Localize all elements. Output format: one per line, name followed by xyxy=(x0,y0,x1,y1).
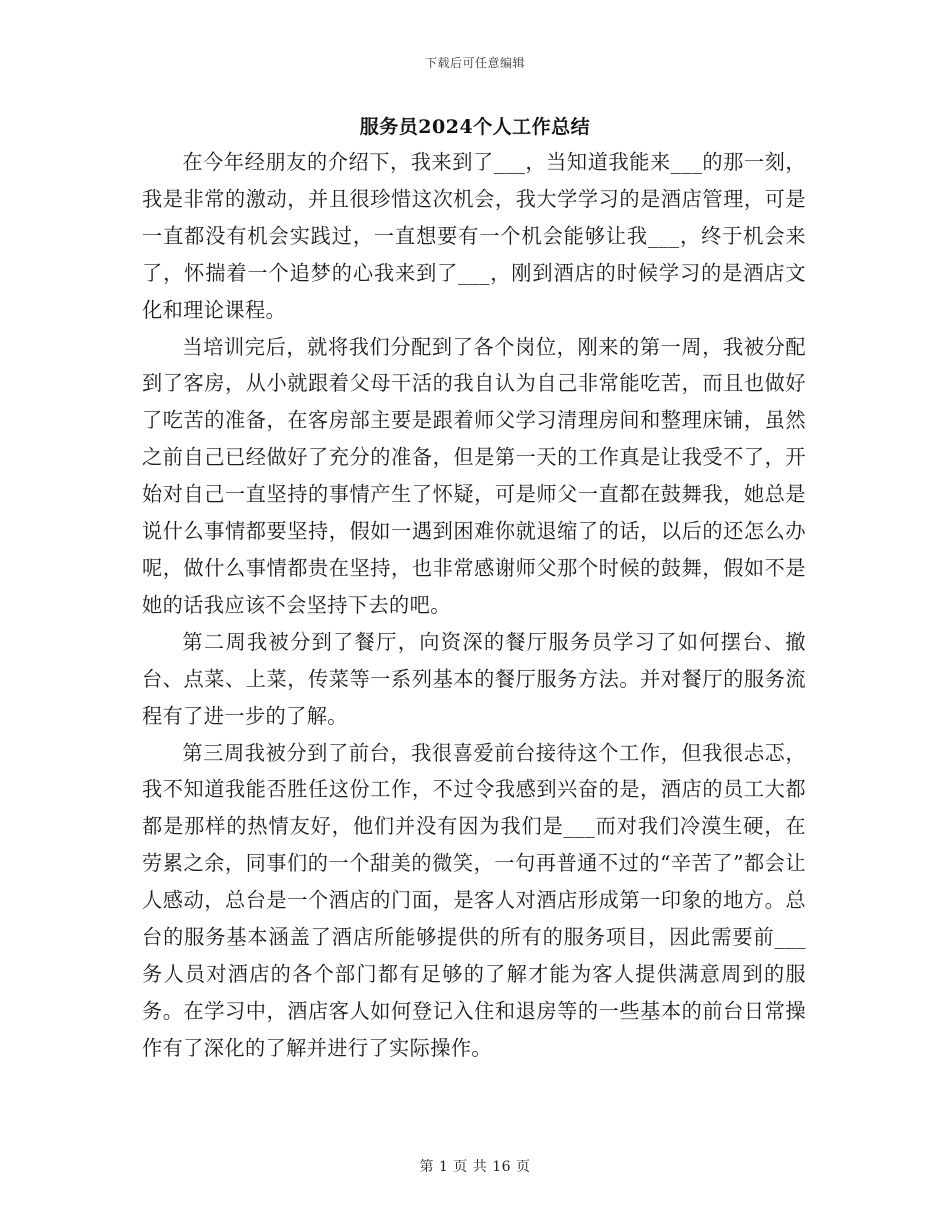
paragraph-4: 第三周我被分到了前台，我很喜爱前台接待这个工作，但我很忐忑，我不知道我能否胜任这份工作，不过令我感到兴奋的是，酒店的员工大都都是那样的热情友好，他们并没有因为我们是___而对我们冷漠生硬，在劳累之余，同事们的一个甜美的微笑，一句再普通不过的“辛苦了”都会让人感动，总台是一个酒店的门面，是客人对酒店形成第一印象的地方。总台的服务基本涵盖了酒店所能够提供的所有的服务项目，因此需要前___务人员对酒店的各个部门都有足够的了解才能为客人提供满意周到的服务。在学习中，酒店客人如何登记入住和退房等的一些基本的前台日常操作有了深化的了解并进行了实际操作。 xyxy=(142,740,806,1060)
header-note: 下载后可任意编辑 xyxy=(424,56,525,70)
paragraph-2: 当培训完后，就将我们分配到了各个岗位，刚来的第一周，我被分配到了客房，从小就跟着父母干活的我自认为自己非常能吃苦，而且也做好了吃苦的准备，在客房部主要是跟着师父学习清理房间和整理床铺，虽然之前自己已经做好了充分的准备，但是第一天的工作真是让我受不了，开始对自己一直坚持的事情产生了怀疑，可是师父一直都在鼓舞我，她总是说什么事情都要坚持，假如一遇到困难你就退缩了的话，以后的还怎么办呢，做什么事情都贵在坚持，也非常感谢师父那个时候的鼓舞，假如不是她的话我应该不会坚持下去的吧。 xyxy=(142,334,806,617)
document-body xyxy=(142,144,806,1067)
paragraph-3: 第二周我被分到了餐厅，向资深的餐厅服务员学习了如何摆台、撤台、点菜、上菜，传菜等一系列基本的餐厅服务方法。并对餐厅的服务流程有了进一步的了解。 xyxy=(142,629,806,728)
page-number: 第 1 页 共 16 页 xyxy=(419,1159,531,1175)
document-title: 服务员2024个人工作总结 xyxy=(359,116,591,138)
paragraph-1: 在今年经朋友的介绍下，我来到了___，当知道我能来___的那一刻，我是非常的激动，并且很珍惜这次机会，我大学学习的是酒店管理，可是一直都没有机会实践过，一直想要有一个机会能够让我___，终于机会来了，怀揣着一个追梦的心我来到了___，刚到酒店的时候学习的是酒店文化和理论课程。 xyxy=(142,150,806,322)
